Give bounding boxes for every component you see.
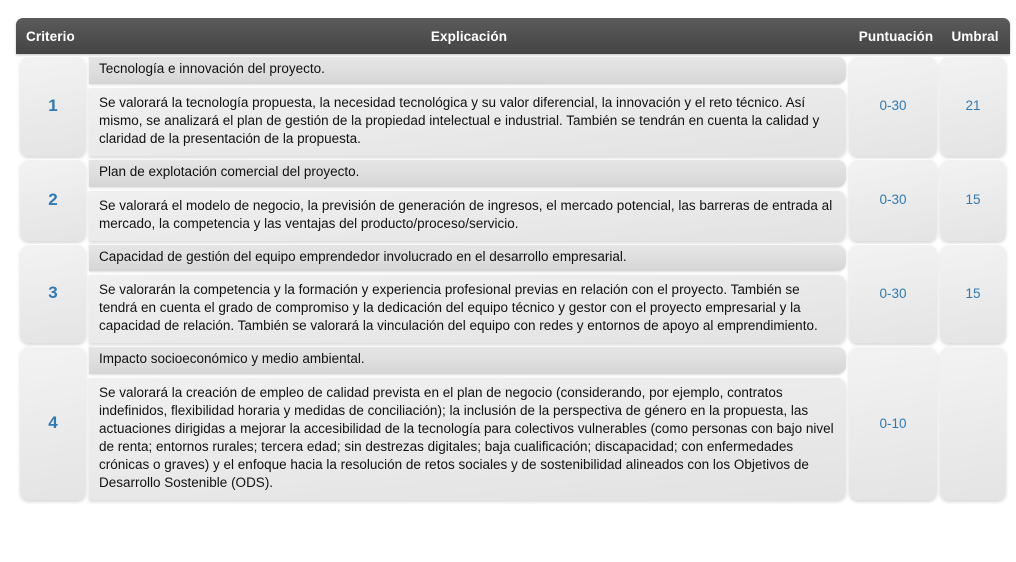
criterion-description: Se valorará la creación de empleo de calidad prevista en el plan de negocio (considerando, por ejemplo, contratos indefinidos, flexibilidad horaria y medidas de conciliación); la inclusión de la perspectiva de género en la propuesta, las actuaciones dirigidas a mejorar la accesibilidad de la tecnología para colectivos vulnerables (como personas con bajo nivel de renta; entornos rurales; tercera edad; sin destrezas digitales; baja cualificación; discapacidad; con enfermedades crónicas o graves) y el enfoque hacia la resolución de retos sociales y de sostenibilidad alineados con los Objetivos de Desarrollo Sostenible (ODS). [89, 377, 846, 500]
cell-explicacion [89, 56, 846, 156]
cell-umbral: 21 [940, 56, 1006, 156]
criteria-table [16, 18, 1010, 503]
table-row [16, 244, 1010, 344]
table-row [16, 159, 1010, 241]
criterion-description: Se valorarán la competencia y la formación y experiencia profesional previas en relación con el proyecto. También se tendrá en cuenta el grado de compromiso y la dedicación del equipo técnico y gestor con el proyecto empresarial y la capacidad de relación. También se valorará la vinculación del equipo con redes y entornos de apoyo al emprendimiento. [89, 274, 846, 343]
table-row [16, 56, 1010, 156]
cell-puntuacion: 0-10 [849, 346, 937, 500]
column-header-explicacion: Explicación [430, 28, 508, 44]
cell-explicacion [89, 159, 846, 241]
cell-criterio: 1 [20, 56, 86, 156]
criterion-title: Capacidad de gestión del equipo emprendedor involucrado en el desarrollo empresarial. [89, 244, 846, 272]
table-header-row [16, 18, 1010, 54]
cell-criterio: 3 [20, 244, 86, 344]
column-header-criterio: Criterio [26, 28, 75, 44]
cell-umbral: 15 [940, 244, 1006, 344]
cell-explicacion [89, 346, 846, 500]
cell-explicacion [89, 244, 846, 344]
column-header-umbral: Umbral [951, 28, 999, 44]
table-body [16, 54, 1010, 500]
cell-umbral: 15 [940, 159, 1006, 241]
criterion-title: Impacto socioeconómico y medio ambiental. [89, 346, 846, 374]
criterion-description: Se valorará la tecnología propuesta, la necesidad tecnológica y su valor diferencial, la innovación y el reto técnico. Así mismo, se analizará el plan de gestión de la propiedad intelectual e industrial. También se tendrán en cuenta la calidad y claridad de la presentación de la propuesta. [89, 87, 846, 156]
criterion-title: Plan de explotación comercial del proyecto. [89, 159, 846, 187]
cell-puntuacion: 0-30 [849, 159, 937, 241]
criterion-title: Tecnología e innovación del proyecto. [89, 56, 846, 84]
cell-umbral [940, 346, 1006, 500]
cell-criterio: 4 [20, 346, 86, 500]
column-header-puntuacion: Puntuación [858, 28, 934, 44]
cell-puntuacion: 0-30 [849, 56, 937, 156]
cell-puntuacion: 0-30 [849, 244, 937, 344]
criterion-description: Se valorará el modelo de negocio, la previsión de generación de ingresos, el mercado potencial, las barreras de entrada al mercado, la competencia y las ventajas del producto/proceso/servicio. [89, 190, 846, 241]
cell-criterio: 2 [20, 159, 86, 241]
table-row [16, 346, 1010, 500]
